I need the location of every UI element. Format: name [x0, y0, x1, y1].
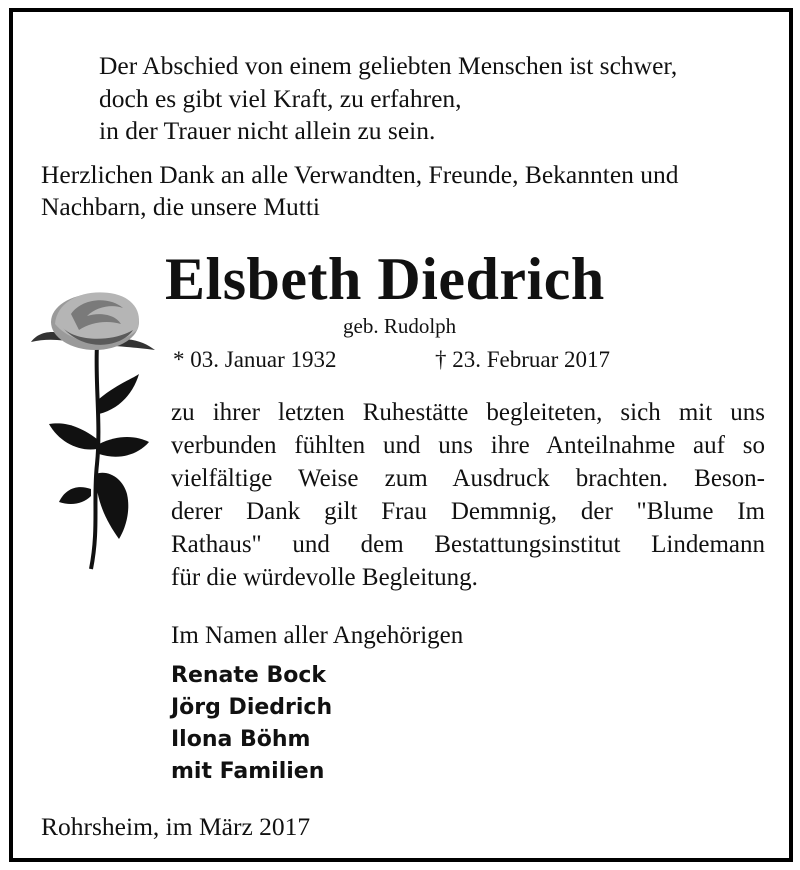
thanks-line: Nachbarn, die unsere Mutti — [41, 192, 320, 221]
signer-name: Ilona Böhm — [171, 727, 311, 752]
verse-line: doch es gibt viel Kraft, zu erfahren, — [99, 83, 462, 113]
verse-line: Der Abschied von einem geliebten Menschen ist schwer, — [99, 51, 678, 80]
body-line: vielfältige Weise zum Ausdruck brachten. Beson- — [171, 465, 765, 492]
death-date: † 23. Februar 2017 — [435, 347, 611, 372]
signer-name: mit Familien — [171, 759, 325, 784]
rose-icon — [27, 284, 157, 579]
body-line: verbunden fühlten und uns ihre Anteilnahme auf so — [171, 432, 765, 459]
birth-name: geb. Rudolph — [343, 314, 457, 338]
thanks-intro — [41, 159, 679, 223]
verse — [99, 50, 677, 148]
signoff: Im Namen aller Angehörigen — [171, 622, 464, 649]
body-text — [171, 396, 765, 594]
signers — [171, 660, 332, 788]
signer-name: Jörg Diedrich — [171, 695, 333, 720]
signer-name: Renate Bock — [171, 663, 327, 688]
body-line: Rathaus" und dem Bestattungsinstitut Lindemann — [171, 531, 765, 558]
body-line: derer Dank gilt Frau Demmnig, der "Blume Im — [171, 498, 765, 525]
verse-line: in der Trauer nicht allein zu sein. — [99, 116, 436, 145]
body-line: zu ihrer letzten Ruhestätte begleiteten, sich mit uns — [171, 399, 765, 426]
body-line: für die würdevolle Begleitung. — [171, 564, 478, 591]
deceased-name: Elsbeth Diedrich — [165, 246, 605, 312]
place-date: Rohrsheim, im März 2017 — [41, 812, 311, 841]
obituary-notice — [9, 8, 793, 862]
birth-date: * 03. Januar 1932 — [173, 347, 337, 372]
thanks-line: Herzlichen Dank an alle Verwandten, Freunde, Bekannten und — [41, 160, 679, 189]
